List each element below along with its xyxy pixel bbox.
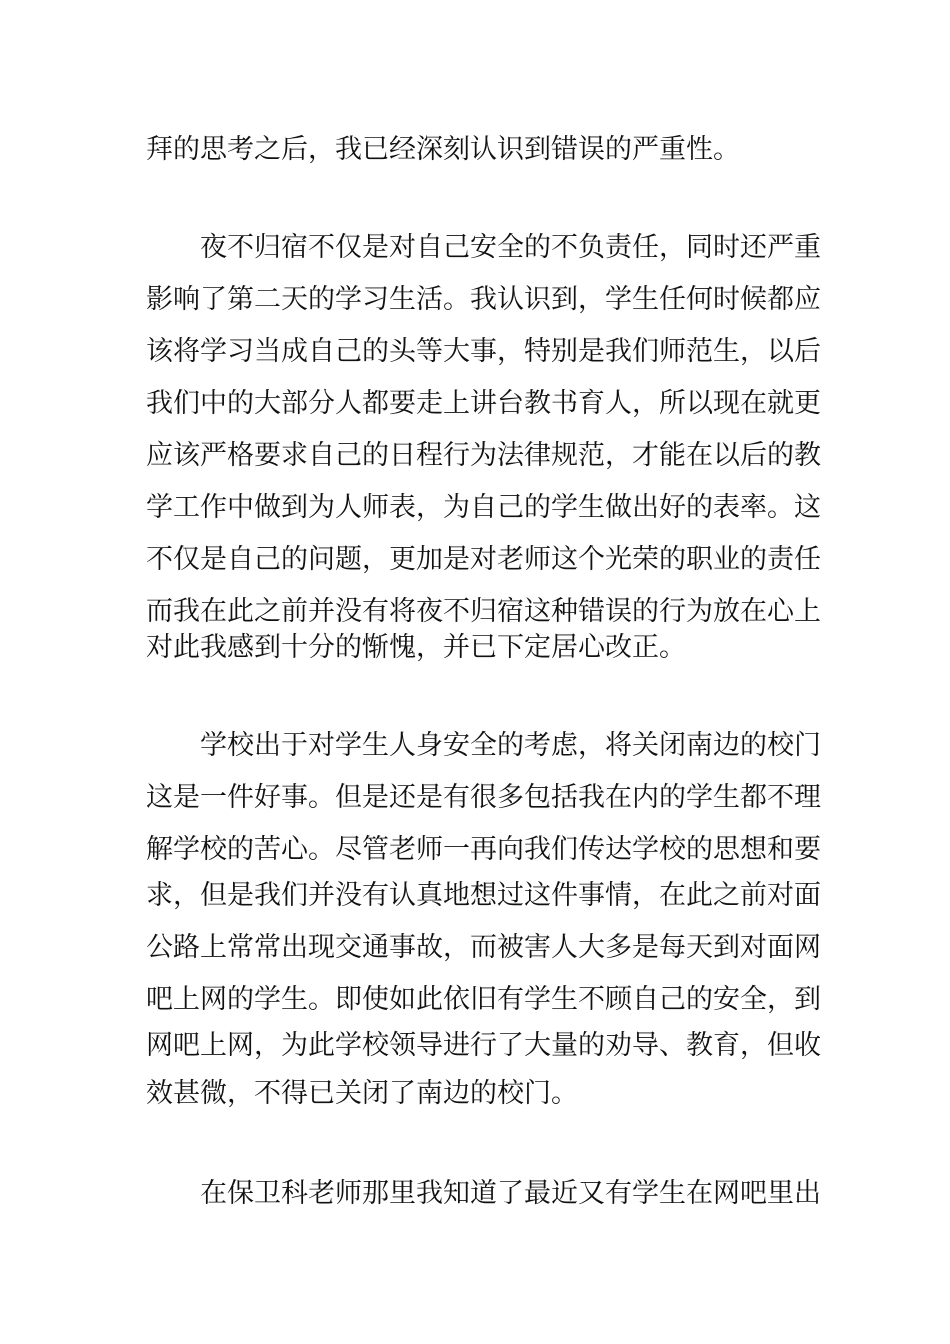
text-line: 该将学习当成自己的头等大事，特别是我们师范生，以后 (146, 336, 821, 367)
text-line: 学校出于对学生人身安全的考虑，将关闭南边的校门 (200, 730, 821, 761)
text-line: 求，但是我们并没有认真地想过这件事情，在此之前对面 (146, 880, 821, 911)
text-line: 而我在此之前并没有将夜不归宿这种错误的行为放在心上 (146, 596, 821, 627)
text-line: 对此我感到十分的惭愧，并已下定居心改正。 (146, 632, 686, 663)
text-line: 夜不归宿不仅是对自己安全的不负责任，同时还严重 (200, 232, 821, 263)
text-line: 应该严格要求自己的日程行为法律规范，才能在以后的教 (146, 440, 821, 471)
text-line: 解学校的苦心。尽管老师一再向我们传达学校的思想和要 (146, 834, 821, 865)
text-line: 效甚微，不得已关闭了南边的校门。 (146, 1078, 578, 1109)
text-line: 这是一件好事。但是还是有很多包括我在内的学生都不理 (146, 782, 821, 813)
text-line: 学工作中做到为人师表，为自己的学生做出好的表率。这 (146, 492, 821, 523)
text-line: 吧上网的学生。即使如此依旧有学生不顾自己的安全，到 (146, 984, 821, 1015)
text-line: 拜的思考之后，我已经深刻认识到错误的严重性。 (146, 134, 740, 165)
text-line: 网吧上网，为此学校领导进行了大量的劝导、教育，但收 (146, 1030, 821, 1061)
text-line: 在保卫科老师那里我知道了最近又有学生在网吧里出 (200, 1178, 821, 1209)
text-line: 影响了第二天的学习生活。我认识到，学生任何时候都应 (146, 284, 821, 315)
text-line: 公路上常常出现交通事故，而被害人大多是每天到对面网 (146, 932, 821, 963)
text-line: 我们中的大部分人都要走上讲台教书育人，所以现在就更 (146, 388, 821, 419)
text-line: 不仅是自己的问题，更加是对老师这个光荣的职业的责任 (146, 544, 821, 575)
